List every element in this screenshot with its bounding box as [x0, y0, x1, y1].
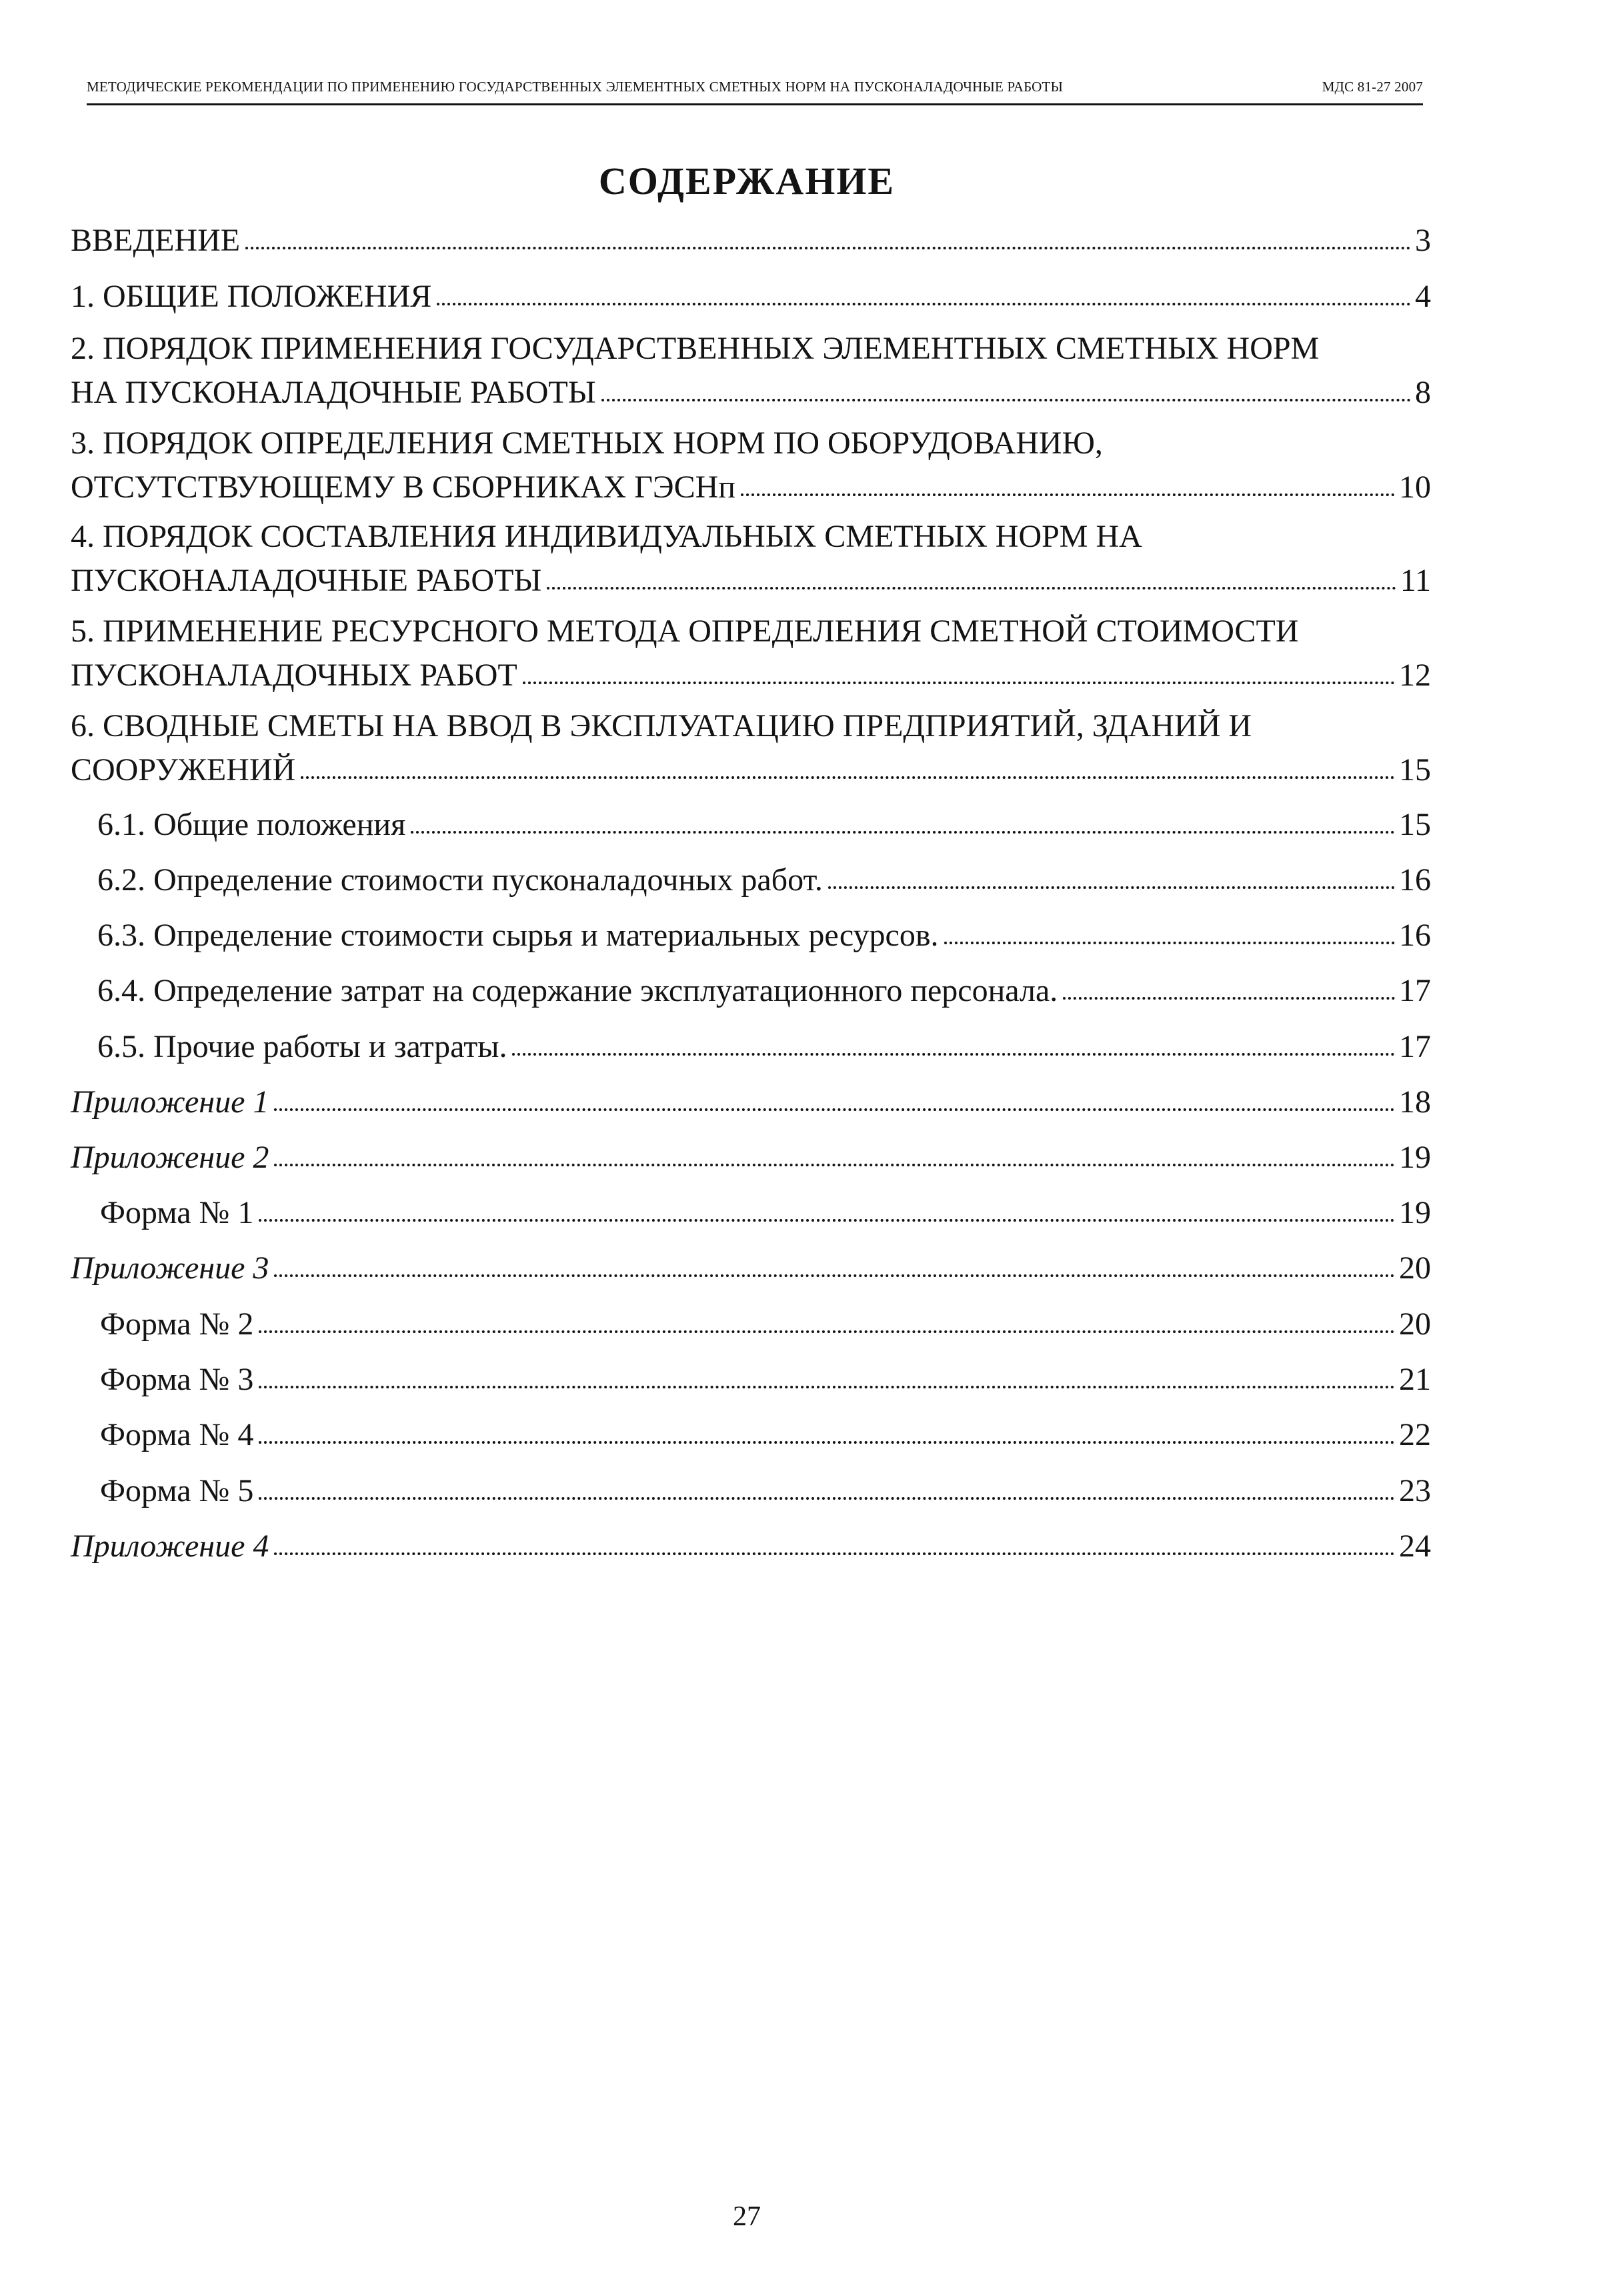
- toc-entry-introduction[interactable]: [71, 221, 1431, 260]
- toc-entry-page: 23: [1399, 1473, 1431, 1508]
- dot-leader: [259, 1386, 1395, 1388]
- toc-entry-page: 8: [1415, 375, 1431, 410]
- toc-entry-section-6-2[interactable]: [97, 861, 1431, 900]
- running-header: [87, 79, 1423, 95]
- dot-leader: [411, 831, 1395, 834]
- toc-entry-label: 6.4. Определение затрат на содержание эксплуатационного персонала.: [97, 973, 1058, 1008]
- toc-entry-page: 20: [1399, 1250, 1431, 1286]
- toc-entry-page: 20: [1399, 1306, 1431, 1342]
- toc-entry-form-4[interactable]: [100, 1416, 1431, 1454]
- running-title: МЕТОДИЧЕСКИЕ РЕКОМЕНДАЦИИ ПО ПРИМЕНЕНИЮ ГОСУДАРСТВЕННЫХ ЭЛЕМЕНТНЫХ СМЕТНЫХ НОРМ НА ПУСКОНАЛАДОЧНЫЕ РАБОТЫ: [87, 79, 1064, 95]
- toc-title: СОДЕРЖАНИЕ: [598, 159, 896, 203]
- toc-entry-page: 22: [1399, 1417, 1431, 1452]
- toc-entry-label: Форма № 2: [100, 1306, 254, 1342]
- toc-entry-label: Приложение 2: [71, 1140, 269, 1175]
- toc-entry-label: ПУСКОНАЛАДОЧНЫЕ РАБОТЫ: [71, 563, 542, 598]
- toc-entry-label-line1: 4. ПОРЯДОК СОСТАВЛЕНИЯ ИНДИВИДУАЛЬНЫХ СМЕТНЫХ НОРМ НА: [71, 519, 1142, 554]
- dot-leader: [547, 587, 1396, 590]
- dot-leader: [828, 886, 1395, 889]
- toc-entry-appendix-2[interactable]: [71, 1138, 1431, 1177]
- toc-entry-section-6-4[interactable]: [97, 972, 1431, 1010]
- toc-entry-page: 19: [1399, 1195, 1431, 1230]
- toc-entry-section-3[interactable]: [71, 425, 1431, 507]
- toc-entry-label: Форма № 1: [100, 1195, 254, 1230]
- toc-entry-section-4[interactable]: [71, 519, 1431, 600]
- toc-entry-section-5[interactable]: [71, 614, 1431, 695]
- toc-entry-label-line1: 6. СВОДНЫЕ СМЕТЫ НА ВВОД В ЭКСПЛУАТАЦИЮ ПРЕДПРИЯТИЙ, ЗДАНИЙ И: [71, 708, 1252, 744]
- dot-leader: [274, 1274, 1395, 1277]
- dot-leader: [259, 1330, 1395, 1333]
- toc-entry-page: 17: [1399, 1029, 1431, 1064]
- toc-entry-section-6[interactable]: [71, 708, 1431, 790]
- toc-entry-label: ВВЕДЕНИЕ: [71, 223, 241, 258]
- toc-entry-page: 12: [1399, 658, 1431, 693]
- dot-leader: [259, 1497, 1395, 1500]
- toc-entry-label: НА ПУСКОНАЛАДОЧНЫЕ РАБОТЫ: [71, 375, 596, 410]
- toc-entry-page: 18: [1399, 1084, 1431, 1120]
- toc-entry-page: 21: [1399, 1362, 1431, 1397]
- toc-entry-page: 15: [1399, 807, 1431, 842]
- toc-entry-form-1[interactable]: [100, 1194, 1431, 1232]
- toc-entry-form-3[interactable]: [100, 1360, 1431, 1399]
- dot-leader: [274, 1164, 1395, 1166]
- dot-leader: [944, 942, 1396, 944]
- toc-entry-label: Приложение 3: [71, 1250, 269, 1286]
- toc-entry-label: СООРУЖЕНИЙ: [71, 752, 296, 788]
- toc-entry-page: 16: [1399, 918, 1431, 953]
- document-code: МДС 81-27 2007: [1322, 79, 1423, 95]
- toc-entry-section-6-1[interactable]: [97, 806, 1431, 844]
- toc-entry-page: 24: [1399, 1528, 1431, 1564]
- dot-leader: [274, 1552, 1395, 1555]
- toc-entry-form-2[interactable]: [100, 1305, 1431, 1344]
- toc-entry-appendix-4[interactable]: [71, 1527, 1431, 1566]
- dot-leader: [523, 682, 1395, 684]
- toc-entry-label: Форма № 5: [100, 1473, 254, 1508]
- toc-entry-label: Приложение 1: [71, 1084, 269, 1120]
- toc-entry-page: 11: [1400, 563, 1431, 598]
- toc-entry-page: 17: [1399, 973, 1431, 1008]
- toc-entry-label: 6.1. Общие положения: [97, 807, 406, 842]
- toc-entry-label: Приложение 4: [71, 1528, 269, 1564]
- toc-entry-page: 3: [1415, 223, 1431, 258]
- toc-entry-label: 6.5. Прочие работы и затраты.: [97, 1029, 507, 1064]
- dot-leader: [1063, 997, 1395, 1000]
- toc-entry-page: 10: [1399, 469, 1431, 505]
- toc-entry-label-line1: 2. ПОРЯДОК ПРИМЕНЕНИЯ ГОСУДАРСТВЕННЫХ ЭЛЕМЕНТНЫХ СМЕТНЫХ НОРМ: [71, 331, 1320, 366]
- toc-entry-page: 4: [1415, 279, 1431, 314]
- toc-entry-page: 19: [1399, 1140, 1431, 1175]
- toc-entry-label-line1: 5. ПРИМЕНЕНИЕ РЕСУРСНОГО МЕТОДА ОПРЕДЕЛЕНИЯ СМЕТНОЙ СТОИМОСТИ: [71, 614, 1299, 649]
- toc-entry-label: 6.3. Определение стоимости сырья и материальных ресурсов.: [97, 918, 939, 953]
- dot-leader: [437, 303, 1411, 305]
- dot-leader: [259, 1441, 1395, 1444]
- toc-entry-form-5[interactable]: [100, 1472, 1431, 1510]
- toc-entry-label: Форма № 4: [100, 1417, 254, 1452]
- toc-entry-label: 1. ОБЩИЕ ПОЛОЖЕНИЯ: [71, 279, 432, 314]
- toc-entry-section-6-3[interactable]: [97, 916, 1431, 955]
- toc-entry-page: 15: [1399, 752, 1431, 788]
- toc-entry-appendix-1[interactable]: [71, 1083, 1431, 1122]
- dot-leader: [601, 399, 1411, 401]
- toc-entry-section-6-5[interactable]: [97, 1028, 1431, 1066]
- dot-leader: [245, 247, 1411, 249]
- toc-entry-label: Форма № 3: [100, 1362, 254, 1397]
- toc-entry-label: ОТСУТСТВУЮЩЕМУ В СБОРНИКАХ ГЭСНп: [71, 469, 735, 505]
- header-divider: [87, 103, 1423, 105]
- toc-entry-appendix-3[interactable]: [71, 1249, 1431, 1288]
- toc-entry-label-line1: 3. ПОРЯДОК ОПРЕДЕЛЕНИЯ СМЕТНЫХ НОРМ ПО ОБОРУДОВАНИЮ,: [71, 425, 1103, 461]
- toc-entry-label: ПУСКОНАЛАДОЧНЫХ РАБОТ: [71, 658, 517, 693]
- toc-entry-label: 6.2. Определение стоимости пусконаладочных работ.: [97, 862, 823, 898]
- toc-entry-page: 16: [1399, 862, 1431, 898]
- toc-entry-section-1[interactable]: [71, 277, 1431, 316]
- dot-leader: [301, 776, 1395, 779]
- page-number: 27: [733, 2201, 761, 2232]
- toc-entry-section-2[interactable]: [71, 331, 1431, 412]
- dot-leader: [259, 1219, 1395, 1222]
- dot-leader: [741, 493, 1395, 496]
- dot-leader: [274, 1108, 1395, 1111]
- dot-leader: [512, 1053, 1395, 1056]
